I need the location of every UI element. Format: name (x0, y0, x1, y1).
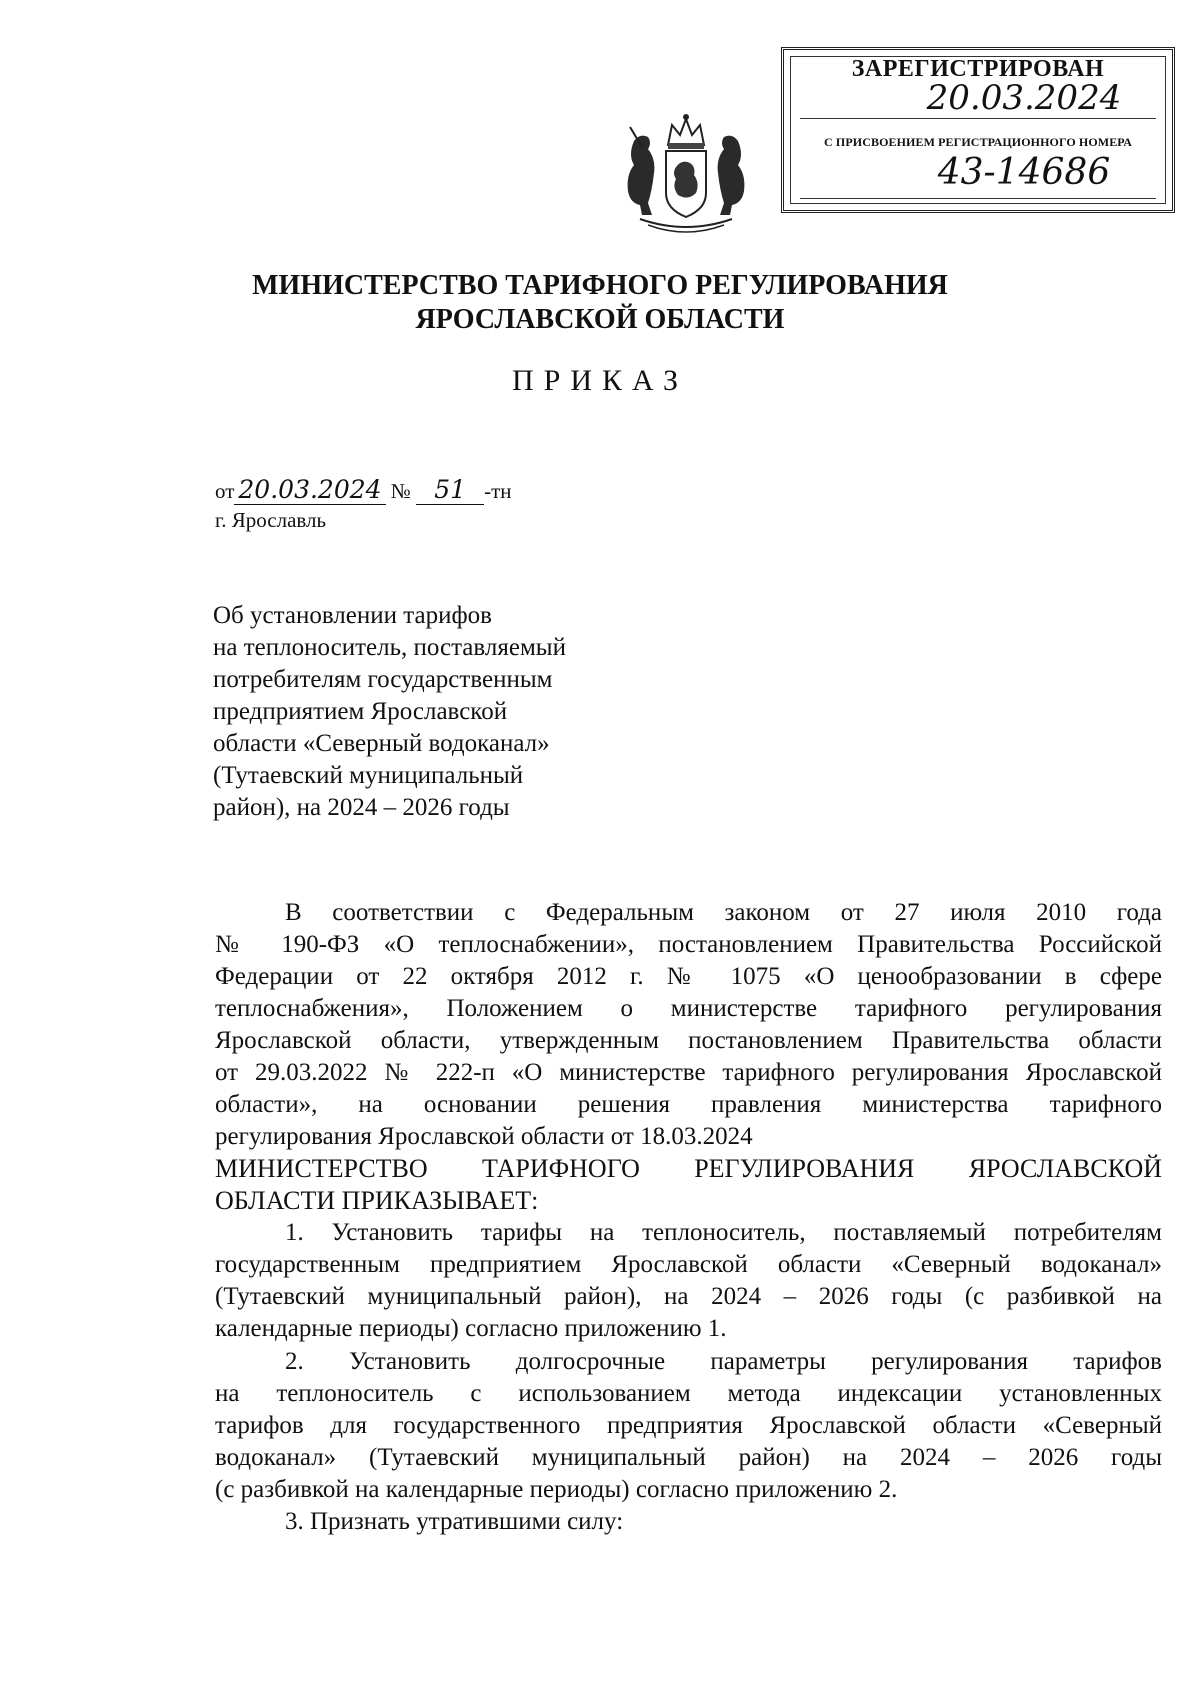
preamble-line: № 190-ФЗ «О теплоснабжении», постановлением Правительства Российской (215, 931, 1162, 958)
decree-line: МИНИСТЕРСТВО ТАРИФНОГО РЕГУЛИРОВАНИЯ ЯРОСЛАВСКОЙ (215, 1154, 1162, 1183)
preamble-line: от 29.03.2022 № 222-п «О министерстве тарифного регулирования Ярославской (215, 1059, 1162, 1086)
yaroslavl-region-coat-of-arms-icon (620, 107, 752, 239)
city: г. Ярославль (215, 508, 327, 532)
item-2-paragraph (215, 1346, 1162, 1506)
item-3-paragraph (215, 1506, 1162, 1538)
registration-stamp (781, 47, 1175, 213)
item-2-line: на теплоноситель с использованием метода индексации установленных (215, 1380, 1162, 1407)
item-1-paragraph (215, 1217, 1162, 1345)
preamble-line: Ярославской области, утвержденным постановлением Правительства области (215, 1027, 1162, 1054)
preamble-line: области», на основании решения правления министерства тарифного (215, 1091, 1162, 1118)
item-2-line: водоканал» (Тутаевский муниципальный район) на 2024 – 2026 годы (215, 1444, 1162, 1471)
number-sign: № (390, 479, 411, 503)
subject-line: район), на 2024 – 2026 годы (213, 794, 510, 821)
stamp-handwritten-date: 20.03.2024 (926, 78, 1122, 118)
item-1-line: (Тутаевский муниципальный район), на 2024 – 2026 годы (с разбивкой на (215, 1283, 1162, 1310)
number-suffix: -тн (484, 479, 512, 503)
decree-line: ОБЛАСТИ ПРИКАЗЫВАЕТ: (215, 1186, 539, 1215)
item-2-line: (с разбивкой на календарные периоды) согласно приложению 2. (215, 1476, 898, 1503)
subject-line: на теплоноситель, поставляемый (213, 634, 566, 661)
subject-line: (Тутаевский муниципальный (213, 762, 524, 789)
subject-line: области «Северный водоканал» (213, 730, 550, 757)
item-1-line: календарные периоды) согласно приложению 1. (215, 1315, 727, 1342)
item-3-line: 3. Признать утратившими силу: (285, 1508, 624, 1535)
subject-line: предприятием Ярославской (213, 698, 508, 725)
item-2-line: 2. Установить долгосрочные параметры регулирования тарифов (285, 1348, 1162, 1375)
preamble-line: Федерации от 22 октября 2012 г. № 1075 «О ценообразовании в сфере (215, 963, 1162, 990)
stamp-title: ЗАРЕГИСТРИРОВАН (851, 56, 1105, 82)
subject-line: потребителям государственным (213, 666, 553, 693)
subject-line: Об установлении тарифов (213, 602, 492, 629)
order-subject (213, 600, 653, 824)
preamble-line: теплоснабжения», Положением о министерстве тарифного регулирования (215, 995, 1162, 1022)
order-date-line (215, 475, 512, 505)
stamp-divider (800, 118, 1156, 119)
item-2-line: тарифов для государственного предприятия Ярославской области «Северный (215, 1412, 1162, 1439)
order-date: 20.03.2024 (234, 475, 385, 505)
item-1-line: государственным предприятием Ярославской области «Северный водоканал» (215, 1251, 1162, 1278)
item-1-line: 1. Установить тарифы на теплоноситель, поставляемый потребителям (285, 1219, 1162, 1246)
stamp-subtitle: С ПРИСВОЕНИЕМ РЕГИСТРАЦИОННОГО НОМЕРА (824, 135, 1132, 149)
document-type: ПРИКАЗ (512, 364, 688, 397)
ministry-name-line2: ЯРОСЛАВСКОЙ ОБЛАСТИ (415, 304, 785, 335)
preamble-paragraph (215, 897, 1162, 1217)
ministry-name-line1: МИНИСТЕРСТВО ТАРИФНОГО РЕГУЛИРОВАНИЯ (252, 270, 948, 301)
order-number: 51 (416, 475, 484, 505)
stamp-divider (800, 198, 1156, 199)
preamble-line: регулирования Ярославской области от 18.03.2024 (215, 1123, 753, 1150)
date-prefix: от (215, 479, 235, 503)
stamp-handwritten-number: 43-14686 (937, 152, 1111, 193)
preamble-line: В соответствии с Федеральным законом от 27 июля 2010 года (285, 899, 1162, 926)
